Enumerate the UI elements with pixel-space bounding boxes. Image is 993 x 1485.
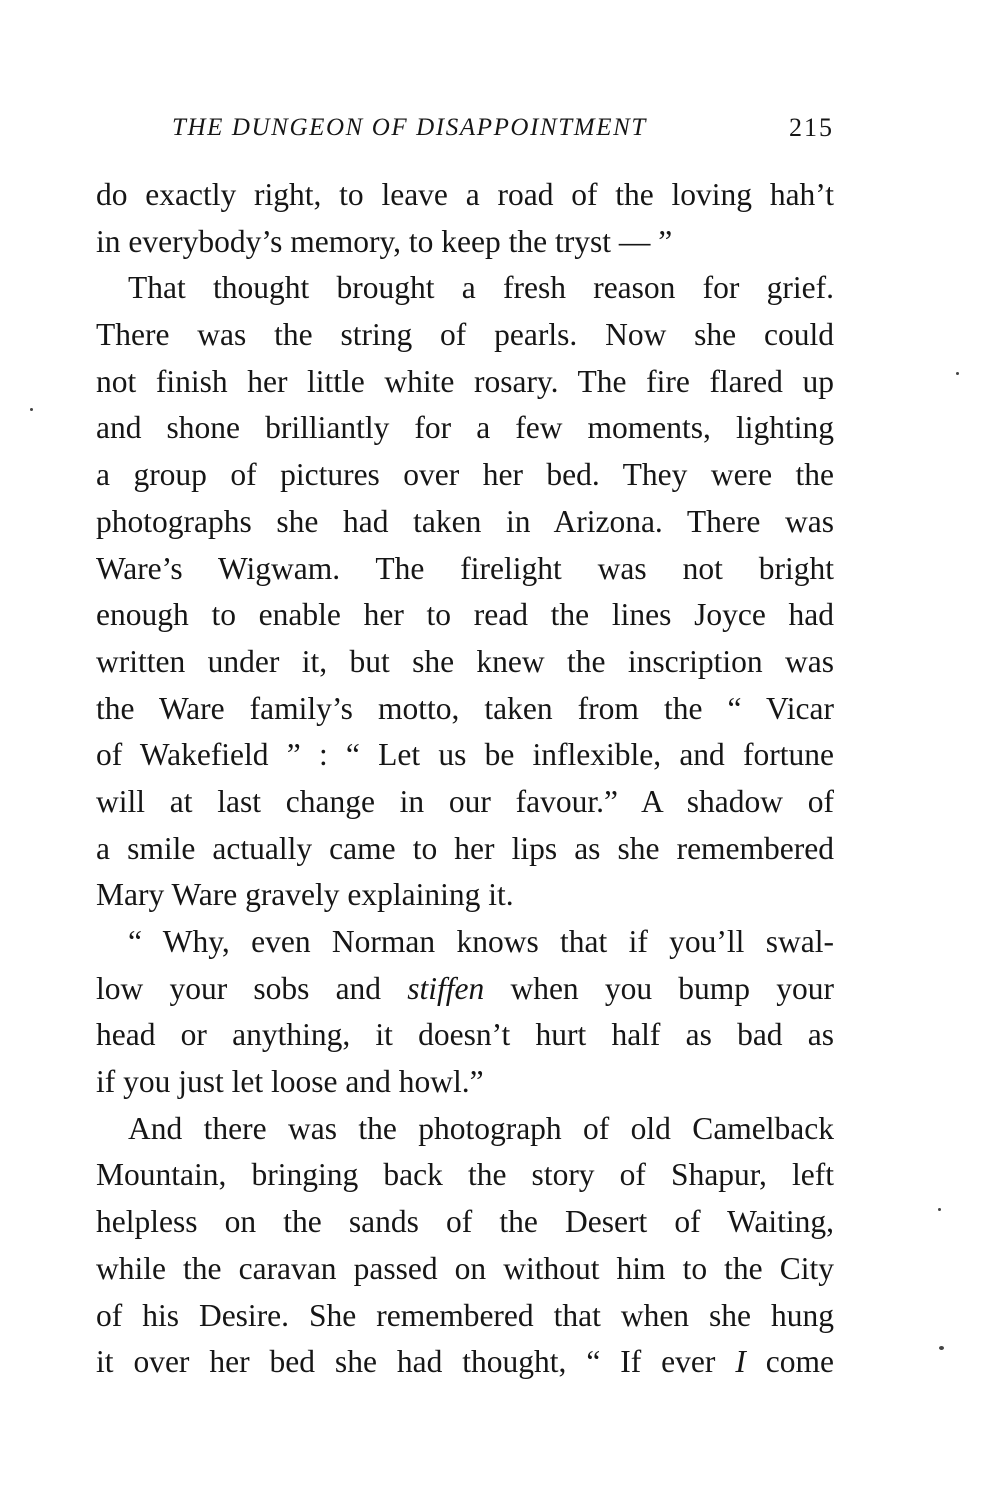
text-line: do exactly right, to leave a road of the loving hah’t xyxy=(96,177,834,212)
text-line: in everybody’s memory, to keep the tryst — ” xyxy=(96,223,673,259)
text-line: That thought brought a fresh reason for grief. xyxy=(128,270,834,306)
running-head xyxy=(96,108,834,148)
body-text xyxy=(96,172,834,1386)
text-line: it over her bed she had thought, “ If ever I come xyxy=(96,1344,834,1380)
text-line: of his Desire. She remembered that when she hung xyxy=(96,1297,834,1333)
text-line: low your sobs and stiffen when you bump your xyxy=(96,970,834,1006)
text-line: head or anything, it doesn’t hurt half as bad as xyxy=(96,1017,834,1053)
text-line: Mary Ware gravely explaining it. xyxy=(96,877,514,913)
scan-speck xyxy=(938,1208,941,1211)
italic-word: stiffen xyxy=(407,970,485,1006)
text-line: if you just let loose and howl.” xyxy=(96,1064,484,1100)
text-line: Mountain, bringing back the story of Shapur, left xyxy=(96,1157,834,1193)
scan-speck xyxy=(30,408,33,411)
text-line: and shone brilliantly for a few moments, lighting xyxy=(96,410,834,446)
text-line: the Ware family’s motto, taken from the “ Vicar xyxy=(96,690,834,726)
text-line: enough to enable her to read the lines Joyce had xyxy=(96,597,834,633)
text-line: Ware’s Wigwam. The firelight was not bright xyxy=(96,550,834,586)
text-line: written under it, but she knew the inscription was xyxy=(96,643,834,679)
text-line: “ Why, even Norman knows that if you’ll swal- xyxy=(128,924,834,959)
text-line: will at last change in our favour.” A shadow of xyxy=(96,783,834,819)
text-line: photographs she had taken in Arizona. There was xyxy=(96,503,834,539)
text-line: not finish her little white rosary. The fire flared up xyxy=(96,363,834,399)
scan-speck xyxy=(956,372,959,375)
text-line: a smile actually came to her lips as she remembered xyxy=(96,830,834,866)
text-line: while the caravan passed on without him to the City xyxy=(96,1250,834,1286)
running-title: THE DUNGEON OF DISAPPOINTMENT xyxy=(172,114,647,141)
page-number: 215 xyxy=(789,113,834,142)
text-line: helpless on the sands of the Desert of Waiting, xyxy=(96,1204,834,1240)
text-line: a group of pictures over her bed. They were the xyxy=(96,457,834,493)
text-line: of Wakefield ” : “ Let us be inflexible, and fortune xyxy=(96,737,834,773)
scan-speck xyxy=(939,1346,944,1350)
italic-word: I xyxy=(735,1344,746,1380)
text-line: There was the string of pearls. Now she could xyxy=(96,317,834,353)
text-line: And there was the photograph of old Camelback xyxy=(128,1110,834,1146)
